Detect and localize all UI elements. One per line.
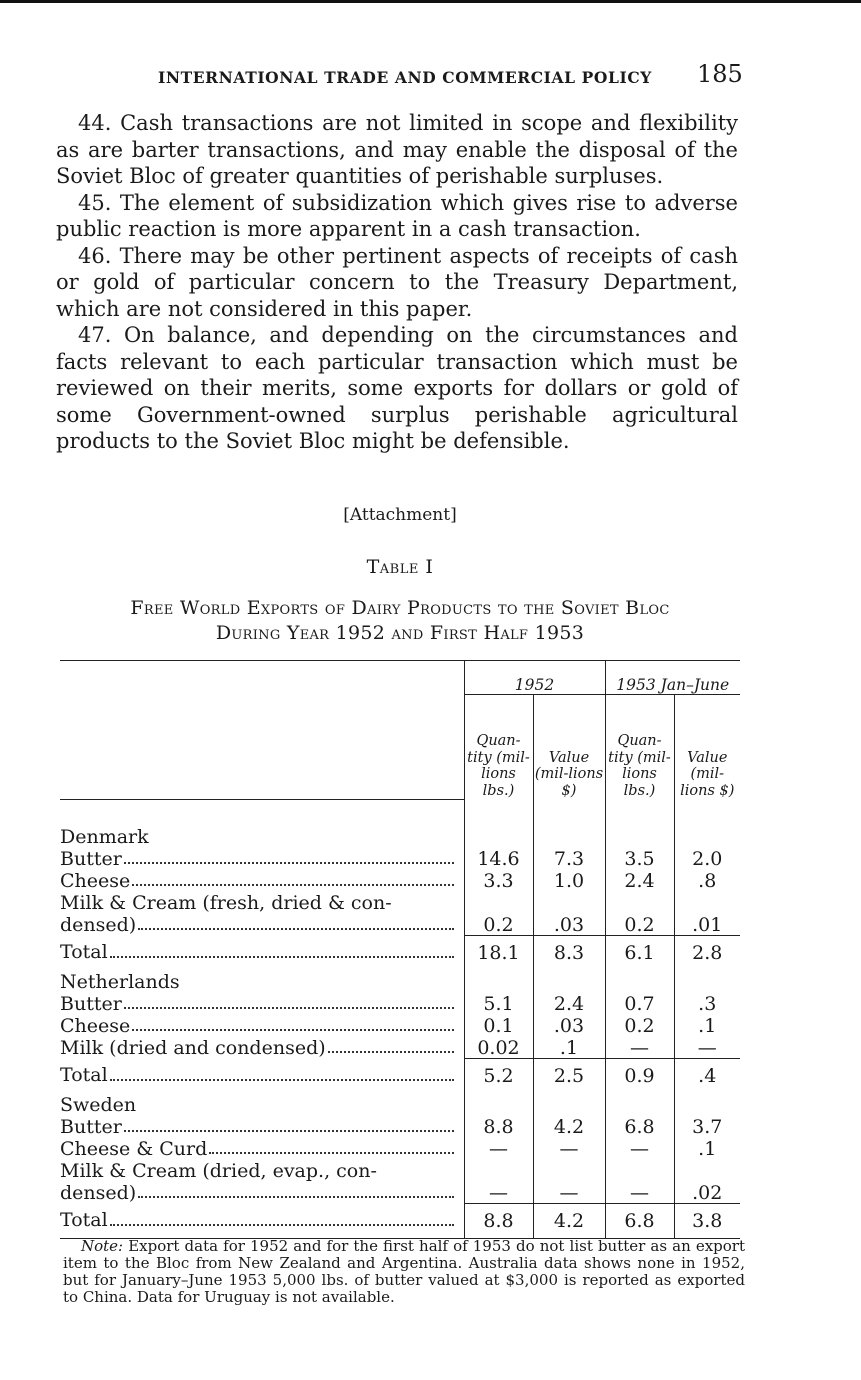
table-row — [60, 913, 740, 936]
table-label: Table I — [366, 556, 434, 578]
cell-v53: .8 — [674, 869, 740, 891]
table-title-line-1: Free World Exports of Dairy Products to the Soviet Bloc — [130, 597, 670, 619]
total-q53: 6.1 — [605, 935, 674, 970]
country-row — [60, 825, 740, 847]
row-label: Milk (dried and condensed) — [60, 1038, 326, 1058]
cell-q52: 3.3 — [464, 869, 533, 891]
body-text — [56, 110, 738, 455]
cell-v53: .02 — [674, 1181, 740, 1204]
country-name: Sweden — [60, 1093, 137, 1116]
cell-v53: — — [674, 1036, 740, 1059]
cell-v53: 3.7 — [674, 1115, 740, 1137]
year-1953-header: 1953 Jan–June — [605, 661, 740, 695]
row-label: Cheese & Curd — [60, 1138, 208, 1159]
cell-q53: 2.4 — [605, 869, 674, 891]
cell-q53: 3.5 — [605, 847, 674, 869]
top-rule — [0, 0, 861, 3]
note-label: Note: — [81, 1237, 124, 1255]
paragraph-46: 46. There may be other pertinent aspects of receipts of cash or gold of particular concern to the Treasury Department, which are not considered in this paper. — [56, 243, 738, 321]
row-label: Cheese — [60, 1015, 131, 1036]
cell-v53: .01 — [674, 913, 740, 936]
cell-q53: 0.2 — [605, 1014, 674, 1036]
cell-q53: — — [605, 1036, 674, 1059]
row-label: Butter — [60, 1116, 122, 1137]
row-label: Milk & Cream (fresh, dried & con- — [60, 891, 392, 914]
cell-v52: — — [533, 1181, 605, 1204]
total-q52: 18.1 — [464, 935, 533, 970]
cell-v53: .1 — [674, 1137, 740, 1159]
total-v52: 2.5 — [533, 1058, 605, 1093]
table-header-years — [60, 661, 740, 695]
cell-q52: — — [464, 1181, 533, 1204]
cell-q53: — — [605, 1181, 674, 1204]
table-row — [60, 1014, 740, 1036]
cell-v52: 1.0 — [533, 869, 605, 891]
total-v52: 4.2 — [533, 1203, 605, 1238]
cell-q52: 5.1 — [464, 992, 533, 1014]
country-row — [60, 970, 740, 992]
cell-v52: .03 — [533, 913, 605, 936]
total-q52: 8.8 — [464, 1203, 533, 1238]
col-value-1952: Value (mil-lions $) — [533, 695, 605, 800]
paragraph-47: 47. On balance, and depending on the circumstances and facts relevant to each particular transaction which must be reviewed on their merits, some exports for dollars or gold of some Government-owned surplus perishable agricultural products to the Soviet Bloc might be defensible. — [56, 323, 738, 453]
cell-v53: 2.0 — [674, 847, 740, 869]
page-number: 185 — [697, 60, 743, 88]
cell-q52: 14.6 — [464, 847, 533, 869]
col-quantity-1953: Quan-tity (mil-lions lbs.) — [605, 695, 674, 800]
cell-q53: — — [605, 1137, 674, 1159]
cell-v53: .1 — [674, 1014, 740, 1036]
cell-q53: 0.7 — [605, 992, 674, 1014]
cell-q52: 8.8 — [464, 1115, 533, 1137]
total-q53: 6.8 — [605, 1203, 674, 1238]
table-row — [60, 847, 740, 869]
row-label-cont: densed) — [60, 915, 137, 935]
total-row — [60, 1203, 740, 1238]
total-row — [60, 1058, 740, 1093]
table-row — [60, 992, 740, 1014]
cell-q52: 0.02 — [464, 1036, 533, 1059]
paragraph-44: 44. Cash transactions are not limited in scope and flexibility as are barter transactions, and may enable the disposal of the Soviet Bloc of greater quantities of perishable surpluses. — [56, 111, 738, 188]
row-label: Milk & Cream (dried, evap., con- — [60, 1159, 377, 1182]
total-v53: .4 — [674, 1058, 740, 1093]
cell-q52: 0.1 — [464, 1014, 533, 1036]
total-q52: 5.2 — [464, 1058, 533, 1093]
total-q53: 0.9 — [605, 1058, 674, 1093]
row-label: Cheese — [60, 870, 131, 891]
cell-q53: 0.2 — [605, 913, 674, 936]
table-row-wrap-a — [60, 1159, 740, 1181]
col-value-1953: Value (mil-lions $) — [674, 695, 740, 800]
total-label: Total — [60, 1064, 108, 1087]
total-v52: 8.3 — [533, 935, 605, 970]
country-name: Denmark — [60, 825, 149, 848]
cell-v52: 2.4 — [533, 992, 605, 1014]
cell-q53: 6.8 — [605, 1115, 674, 1137]
cell-v52: .03 — [533, 1014, 605, 1036]
cell-q52: — — [464, 1137, 533, 1159]
col-quantity-1952: Quan-tity (mil-lions lbs.) — [464, 695, 533, 800]
dairy-exports-table — [60, 660, 740, 1239]
row-label: Butter — [60, 993, 122, 1014]
table-row — [60, 1036, 740, 1059]
total-label: Total — [60, 941, 108, 964]
total-row — [60, 935, 740, 970]
row-label-cont: densed) — [60, 1183, 137, 1203]
row-label: Butter — [60, 848, 122, 869]
cell-v53: .3 — [674, 992, 740, 1014]
cell-q52: 0.2 — [464, 913, 533, 936]
table-row-wrap-a — [60, 891, 740, 913]
paragraph-45: 45. The element of subsidization which gives rise to adverse public reaction is more apparent in a cash transaction. — [56, 190, 738, 241]
table-row — [60, 1181, 740, 1204]
table-row — [60, 869, 740, 891]
country-row — [60, 1093, 740, 1115]
table-title — [60, 596, 740, 646]
cell-v52: — — [533, 1137, 605, 1159]
attachment-label: [Attachment] — [343, 505, 457, 525]
country-name: Netherlands — [60, 970, 180, 993]
total-label: Total — [60, 1209, 108, 1232]
cell-v52: .1 — [533, 1036, 605, 1059]
total-v53: 2.8 — [674, 935, 740, 970]
table-row — [60, 1115, 740, 1137]
table-title-line-2: During Year 1952 and First Half 1953 — [215, 622, 585, 644]
note-text: Export data for 1952 and for the first half of 1953 do not list butter as an export item to the Bloc from New Zealand and Argentina. Australia data shows none in 1952, but for January–June 1953 5,000 lbs. of butter valued at $3,000 is reported as exported to China. Data for Uruguay is not available. — [63, 1237, 745, 1306]
table-header-columns — [60, 695, 740, 800]
total-v53: 3.8 — [674, 1203, 740, 1238]
table-row — [60, 1137, 740, 1159]
table-note — [63, 1238, 745, 1306]
year-1952-header: 1952 — [464, 661, 605, 695]
cell-v52: 7.3 — [533, 847, 605, 869]
running-head: INTERNATIONAL TRADE AND COMMERCIAL POLICY — [158, 68, 652, 87]
cell-v52: 4.2 — [533, 1115, 605, 1137]
